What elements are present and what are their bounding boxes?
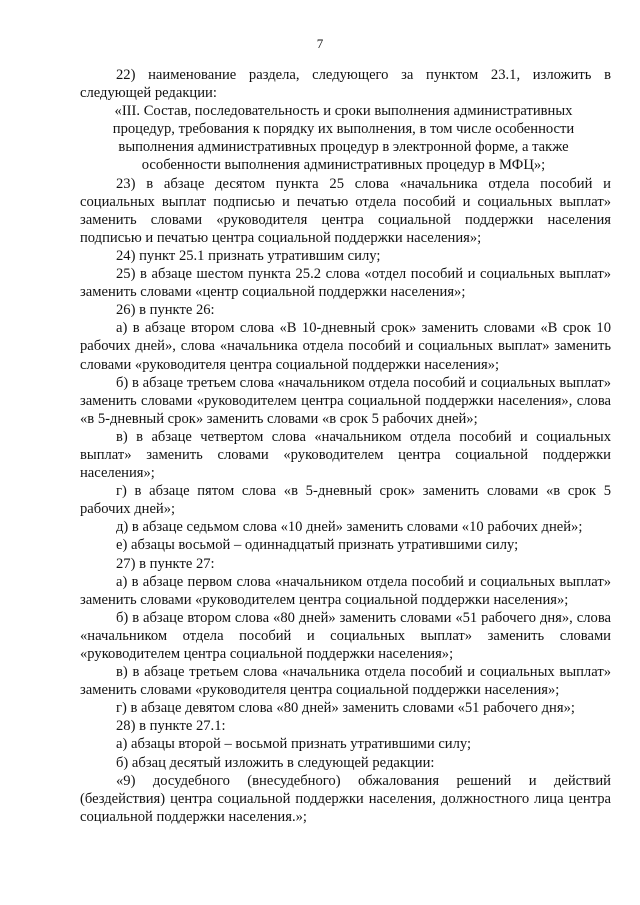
paragraph: 23) в абзаце десятом пункта 25 слова «начальника отдела пособий и социальных выплат подписью и печатью отдела пособий и социальных выплат» заменить словами «руководителя центра социальной поддержки населения подписью и печатью центра социальной поддержки населения»; xyxy=(80,175,611,246)
paragraph: 26) в пункте 26: xyxy=(116,302,215,319)
paragraph: б) в абзаце втором слова «80 дней» заменить словами «51 рабочего дня», слова «начальником отдела пособий и социальных выплат» заменить словами «руководителем центра социальной поддержки населения»; xyxy=(80,609,611,662)
paragraph: 22) наименование раздела, следующего за пунктом 23.1, изложить в следующей редакции: xyxy=(80,67,611,102)
paragraph: в) в абзаце четвертом слова «начальником отдела пособий и социальных выплат» заменить словами «руководителем центра социальной поддержки населения»; xyxy=(80,428,611,482)
page-number: 7 xyxy=(316,36,324,51)
paragraph: 28) в пункте 27.1: xyxy=(116,718,226,735)
paragraph: д) в абзаце седьмом слова «10 дней» заменить словами «10 рабочих дней»; xyxy=(116,519,583,536)
paragraph: а) абзацы второй – восьмой признать утратившими силу; xyxy=(116,736,472,753)
paragraph: 27) в пункте 27: xyxy=(116,555,215,572)
paragraph: г) в абзаце пятом слова «в 5-дневный срок» заменить словами «в срок 5 рабочих дней»; xyxy=(80,483,611,518)
paragraph: б) в абзаце третьем слова «начальником отдела пособий и социальных выплат» заменить словами «руководителем центра социальной поддержки населения», слова «в 5-дневный срок» заменить словами «в срок 5 рабочих дней»; xyxy=(80,374,611,427)
paragraph: а) в абзаце втором слова «В 10-дневный срок» заменить словами «В срок 10 рабочих дней», слова «начальника отдела пособий и социальных выплат» заменить словами «руководителя центра социальной поддержки населения»; xyxy=(80,320,611,373)
section-title-quote-line: процедур, требования к порядку их выполнения, в том числе особенности xyxy=(112,121,575,138)
section-title-quote-line: особенности выполнения административных процедур в МФЦ»; xyxy=(141,157,546,174)
paragraph: 25) в абзаце шестом пункта 25.2 слова «отдел пособий и социальных выплат» заменить словами «центр социальной поддержки населения»; xyxy=(80,266,611,301)
paragraph: г) в абзаце девятом слова «80 дней» заменить словами «51 рабочего дня»; xyxy=(116,700,575,717)
document-body xyxy=(80,66,611,826)
section-title-quote-line: «III. Состав, последовательность и сроки выполнения административных xyxy=(114,103,573,120)
paragraph: «9) досудебного (внесудебного) обжалования решений и действий (бездействия) центра социальной поддержки населения, должностного лица центра социальной поддержки населения.»; xyxy=(80,772,611,825)
paragraph: а) в абзаце первом слова «начальником отдела пособий и социальных выплат» заменить словами «руководителем центра социальной поддержки населения»; xyxy=(80,573,611,608)
paragraph: в) в абзаце третьем слова «начальника отдела пособий и социальных выплат» заменить словами «руководителя центра социальной поддержки населения»; xyxy=(80,664,611,699)
paragraph: б) абзац десятый изложить в следующей редакции: xyxy=(116,754,435,771)
paragraph: 24) пункт 25.1 признать утратившим силу; xyxy=(116,247,381,264)
section-title-quote-line: выполнения административных процедур в электронной форме, а также xyxy=(118,139,569,156)
paragraph: е) абзацы восьмой – одиннадцатый признать утратившими силу; xyxy=(116,537,519,554)
